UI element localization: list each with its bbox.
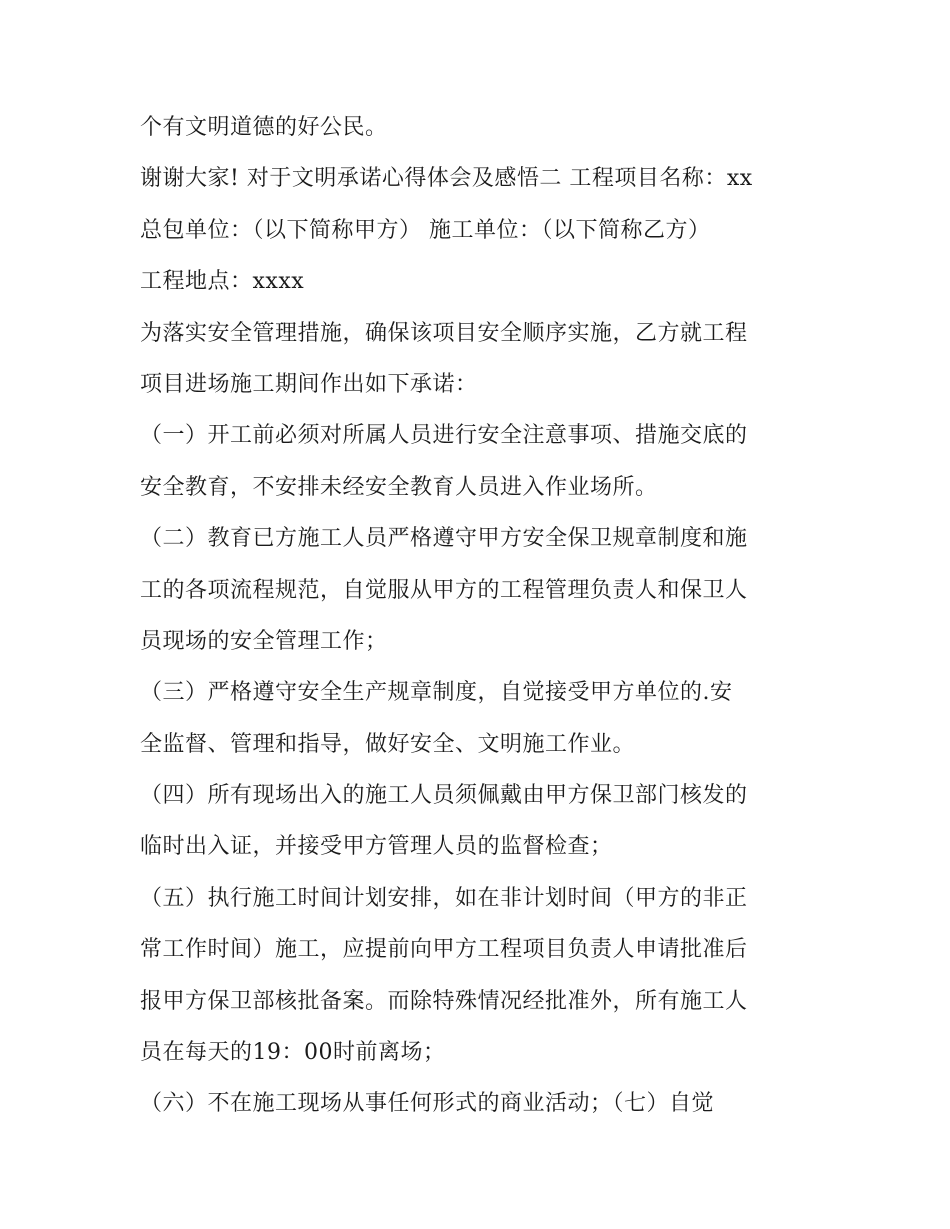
text-line: （四）所有现场出入的施工人员须佩戴由甲方保卫部门核发的	[140, 783, 748, 809]
text-line: 员现场的安全管理工作；	[140, 628, 388, 654]
text-line: 临时出入证，并接受甲方管理人员的监督检查；	[140, 834, 613, 860]
text-line: 工程地点：xxxx	[140, 269, 305, 295]
text-line: （三）严格遵守安全生产规章制度，自觉接受甲方单位的.安	[140, 680, 733, 706]
text-line: 员在每天的19：00时前离场；	[140, 1040, 446, 1066]
document-body	[140, 108, 830, 1136]
text-line: 个有文明道德的好公民。	[140, 115, 388, 140]
text-line: 为落实安全管理措施，确保该项目安全顺序实施，乙方就工程	[140, 320, 748, 346]
text-line: 报甲方保卫部核批备案。而除特殊情况经批准外，所有施工人	[140, 988, 748, 1014]
text-line: （六）不在施工现场从事任何形式的商业活动；（七）自觉	[140, 1091, 715, 1117]
text-line: 常工作时间）施工，应提前向甲方工程项目负责人申请批准后	[140, 937, 748, 963]
text-line: 全监督、管理和指导，做好安全、文明施工作业。	[140, 731, 636, 757]
text-line: 安全教育，不安排未经安全教育人员进入作业场所。	[140, 474, 658, 500]
text-line: 工的各项流程规范，自觉服从甲方的工程管理负责人和保卫人	[140, 577, 748, 603]
text-line: 谢谢大家! 对于文明承诺心得体会及感悟二 工程项目名称：xx	[140, 166, 753, 192]
text-line: 总包单位：（以下简称甲方） 施工单位：（以下简称乙方）	[140, 217, 711, 243]
text-line: 项目进场施工期间作出如下承诺：	[140, 371, 478, 397]
text-line: （二）教育已方施工人员严格遵守甲方安全保卫规章制度和施	[140, 526, 748, 552]
text-line: （一）开工前必须对所属人员进行安全注意事项、措施交底的	[140, 423, 748, 449]
text-line: （五）执行施工时间计划安排，如在非计划时间（甲方的非正	[140, 885, 748, 911]
